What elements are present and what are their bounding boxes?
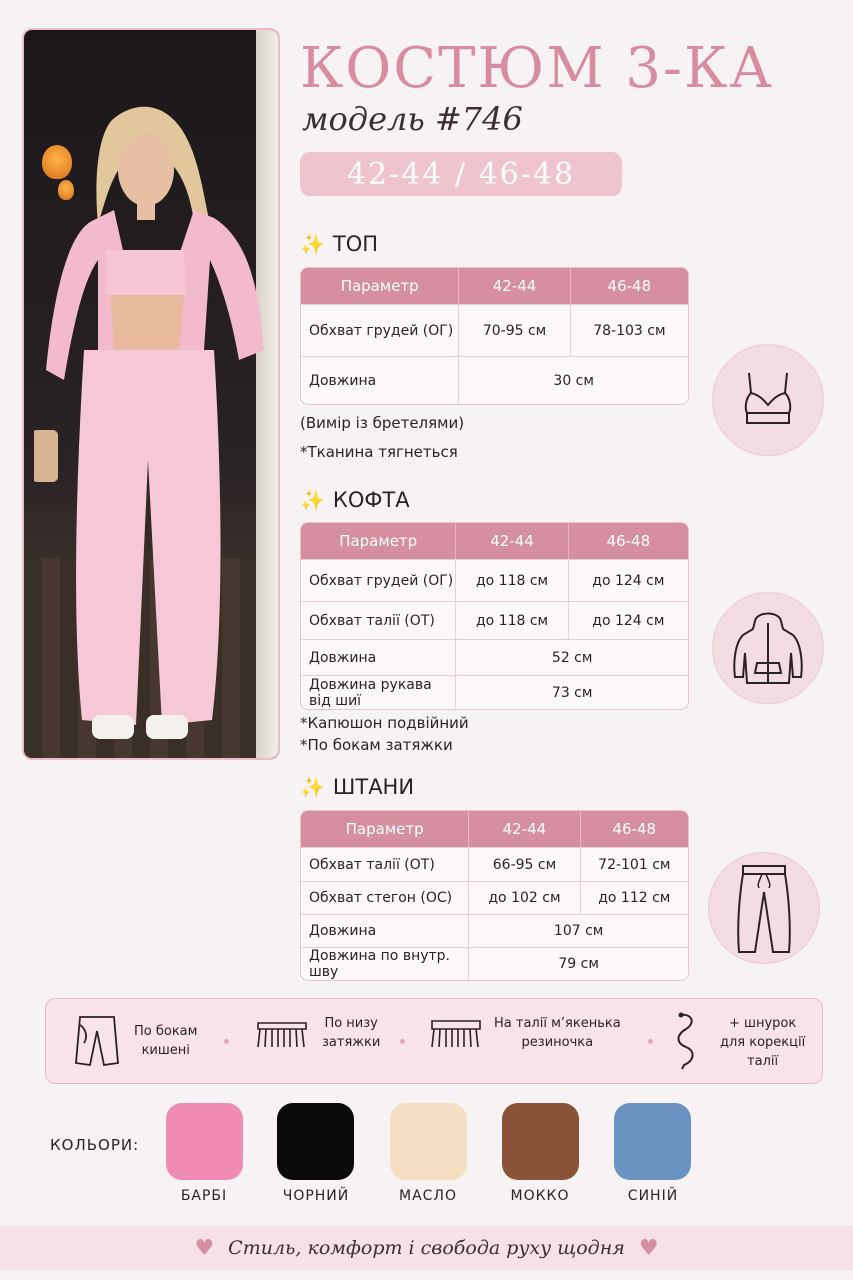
- color-label: МАСЛО: [399, 1188, 457, 1204]
- column-header: 46-48: [571, 268, 688, 304]
- value-cell: до 102 см: [469, 881, 580, 914]
- value-cell: 66-95 см: [469, 847, 580, 881]
- section-pants-heading: [300, 775, 414, 799]
- section-top-title: ТОП: [332, 232, 379, 256]
- sizes-badge: 42-44 / 46-48: [300, 152, 622, 196]
- sparkle-icon: ✨: [300, 775, 325, 799]
- table-row: [301, 881, 688, 914]
- column-header: 42-44: [456, 523, 568, 559]
- column-header: 42-44: [459, 268, 570, 304]
- column-header: Параметр: [301, 523, 456, 559]
- table-row: [301, 601, 688, 639]
- color-label: ЧОРНИЙ: [282, 1188, 350, 1204]
- color-swatch-blue[interactable]: [614, 1103, 691, 1180]
- value-cell: 79 см: [469, 947, 688, 980]
- table-row: [301, 639, 688, 675]
- value-cell: до 124 см: [569, 559, 688, 601]
- param-cell: Довжина: [301, 914, 469, 947]
- table-row: [301, 304, 688, 356]
- crop-top-icon-badge: [712, 344, 824, 456]
- model-figure: [34, 100, 274, 750]
- value-cell: до 118 см: [456, 601, 568, 639]
- section-top-heading: [300, 232, 378, 256]
- drawcord-icon: [670, 1011, 700, 1073]
- param-cell: Обхват стегон (ОС): [301, 881, 469, 914]
- note: (Вимір із бретелями): [300, 414, 465, 432]
- value-cell: 107 см: [469, 914, 688, 947]
- color-label: СИНІЙ: [627, 1188, 679, 1204]
- feature-item: [428, 1013, 621, 1053]
- value-cell: 78-103 см: [571, 304, 688, 356]
- heart-icon: ♥: [638, 1235, 659, 1261]
- hoodie-icon-badge: [712, 592, 824, 704]
- column-header: 46-48: [581, 811, 688, 847]
- note: *По бокам затяжки: [300, 736, 453, 754]
- feature-text: По бокам: [134, 1024, 198, 1039]
- jacket-size-table: [300, 522, 689, 710]
- crop-top-icon: [733, 365, 803, 435]
- value-cell: 72-101 см: [581, 847, 688, 881]
- table-row: [301, 847, 688, 881]
- table-header-row: [301, 811, 688, 847]
- value-cell: 70-95 см: [459, 304, 570, 356]
- param-cell: Довжина: [301, 356, 459, 404]
- table-header-row: [301, 268, 688, 304]
- param-cell: Довжина: [301, 639, 456, 675]
- table-row: [301, 675, 688, 709]
- column-header: 42-44: [469, 811, 580, 847]
- color-label: МОККО: [510, 1188, 570, 1204]
- feature-text: затяжки: [322, 1035, 381, 1050]
- heart-icon: ♥: [194, 1235, 215, 1261]
- feature-item: [72, 1013, 197, 1069]
- pants-icon-badge: [708, 852, 820, 964]
- param-cell: Обхват талії (ОТ): [301, 847, 469, 881]
- feature-text: По низу: [324, 1016, 378, 1031]
- param-cell: Обхват грудей (ОГ): [301, 559, 456, 601]
- color-swatch-butter[interactable]: [390, 1103, 467, 1180]
- hem-drawstring-icon: [254, 1013, 310, 1053]
- note: *Тканина тягнеться: [300, 443, 458, 461]
- section-pants-title: ШТАНИ: [332, 775, 415, 799]
- feature-text: + шнурок: [729, 1015, 797, 1031]
- pants-icon: [729, 858, 799, 958]
- feature-text: кишені: [141, 1043, 190, 1058]
- colors-label: КОЛЬОРИ:: [50, 1136, 140, 1154]
- pants-size-table: [300, 810, 689, 981]
- param-cell: Обхват талії (ОТ): [301, 601, 456, 639]
- param-cell: Обхват грудей (ОГ): [301, 304, 459, 356]
- color-swatch-mocha[interactable]: [502, 1103, 579, 1180]
- waistband-icon: [428, 1013, 484, 1053]
- separator-dot: [400, 1039, 405, 1044]
- feature-text: для корекції: [720, 1034, 806, 1050]
- separator-dot: [648, 1039, 653, 1044]
- value-cell: 30 см: [459, 356, 688, 404]
- footer-tagline: Стиль, комфорт і свобода руху щодня: [228, 1237, 625, 1259]
- feature-text: талії: [747, 1053, 779, 1069]
- note: *Капюшон подвійний: [300, 714, 469, 732]
- color-swatch-black[interactable]: [277, 1103, 354, 1180]
- features-strip: [45, 998, 823, 1084]
- feature-item: [670, 1011, 805, 1073]
- section-jacket-heading: [300, 488, 410, 512]
- sparkle-icon: ✨: [300, 488, 325, 512]
- sparkle-icon: ✨: [300, 232, 325, 256]
- value-cell: до 112 см: [581, 881, 688, 914]
- table-row: [301, 914, 688, 947]
- table-row: [301, 559, 688, 601]
- model-number: модель #746: [302, 100, 523, 138]
- section-jacket-title: КОФТА: [332, 488, 410, 512]
- column-header: 46-48: [569, 523, 688, 559]
- column-header: Параметр: [301, 811, 469, 847]
- table-header-row: [301, 523, 688, 559]
- color-label: БАРБІ: [180, 1188, 228, 1204]
- top-size-table: [300, 267, 689, 405]
- separator-dot: [224, 1039, 229, 1044]
- value-cell: до 124 см: [569, 601, 688, 639]
- table-row: [301, 947, 688, 980]
- hoodie-icon: [727, 607, 809, 689]
- feature-item: [254, 1013, 380, 1053]
- feature-text: резиночка: [521, 1035, 594, 1050]
- value-cell: 73 см: [456, 675, 688, 709]
- param-cell: Довжина по внутр. шву: [301, 947, 469, 980]
- pants-pocket-icon: [72, 1013, 122, 1069]
- column-header: Параметр: [301, 268, 459, 304]
- param-cell: Довжина рукава від шиї: [301, 675, 456, 709]
- footer-banner: [0, 1226, 853, 1270]
- value-cell: до 118 см: [456, 559, 568, 601]
- table-row: [301, 356, 688, 404]
- product-photo: [22, 28, 280, 760]
- color-swatch-barbie[interactable]: [166, 1103, 243, 1180]
- page-title: КОСТЮМ 3-КА: [300, 36, 774, 101]
- value-cell: 52 см: [456, 639, 688, 675]
- feature-text: На талії м’якенька: [494, 1016, 621, 1031]
